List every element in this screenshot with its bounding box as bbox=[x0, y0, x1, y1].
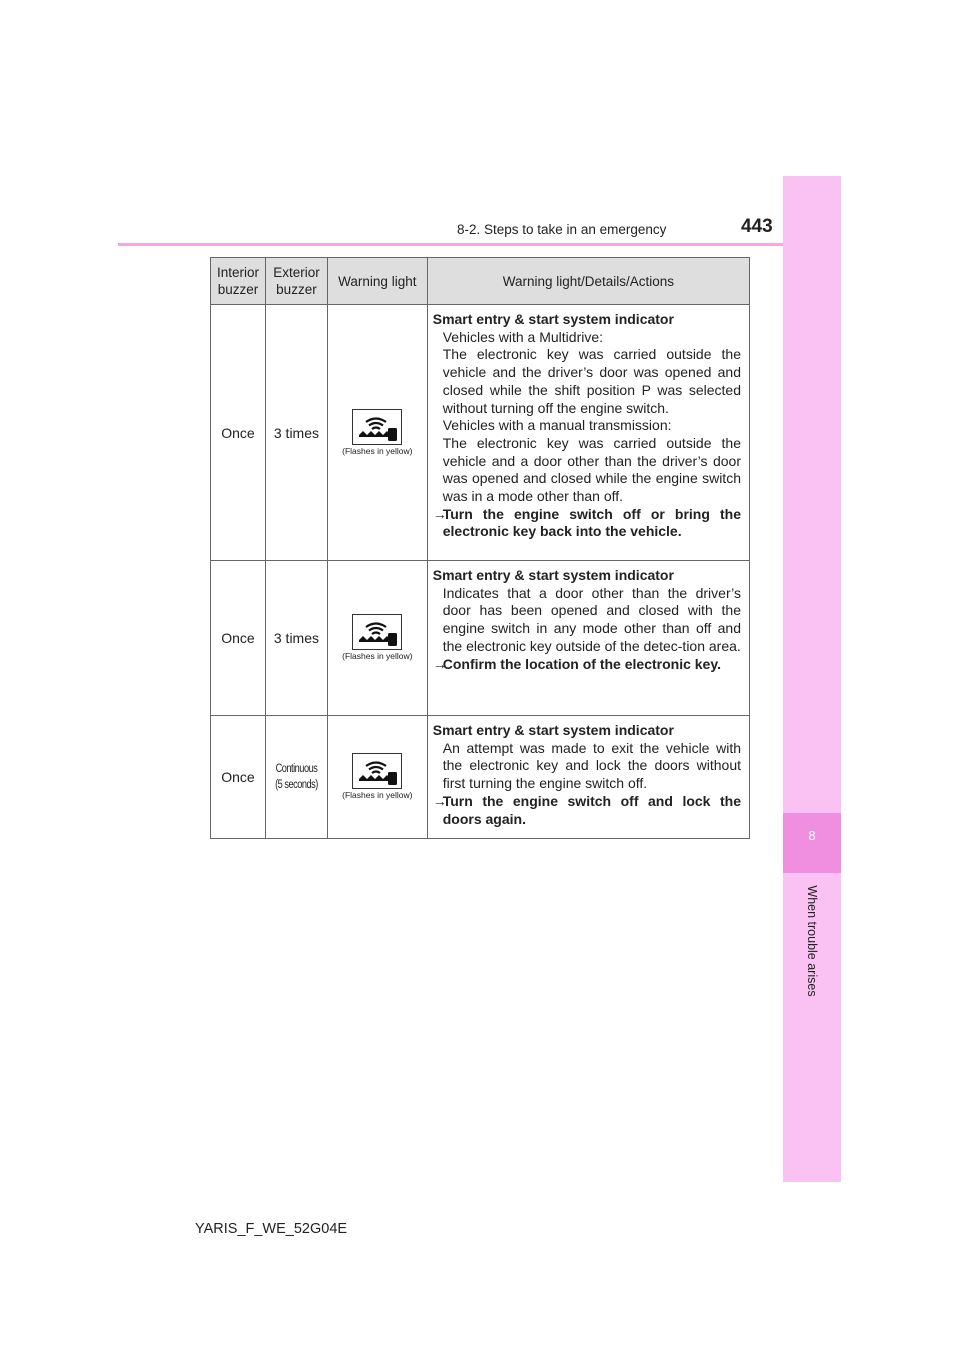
detail-action bbox=[433, 656, 741, 674]
interior-buzzer-cell: Once bbox=[211, 716, 266, 839]
header-rule bbox=[118, 243, 841, 246]
exterior-buzzer-cell: 3 times bbox=[265, 305, 327, 561]
detail-title: Smart entry & start system indicator bbox=[432, 722, 674, 738]
exterior-buzzer-cell: 3 times bbox=[265, 561, 327, 716]
chapter-block bbox=[783, 813, 841, 873]
arrow-icon: → bbox=[432, 655, 447, 672]
arrow-icon: → bbox=[432, 792, 447, 809]
table-row bbox=[211, 561, 750, 716]
chapter-label: When trouble arises bbox=[805, 885, 819, 997]
detail-line: Vehicles with a Multidrive: bbox=[442, 328, 604, 345]
smart-key-indicator-icon bbox=[352, 614, 402, 650]
exterior-buzzer-cell bbox=[265, 716, 327, 839]
detail-line: Vehicles with a manual transmission: bbox=[442, 417, 672, 434]
detail-line: The electronic key was carried outside the vehicle and the driver’s door was opened and closed while the shift position P was selected without turning off the engine switch. bbox=[442, 346, 741, 416]
action-text: Turn the engine switch off or bring the electronic key back into the vehicle. bbox=[442, 505, 741, 540]
table-row bbox=[211, 716, 750, 839]
interior-buzzer-cell: Once bbox=[211, 561, 266, 716]
flash-note: (Flashes in yellow) bbox=[342, 445, 413, 456]
detail-line: The electronic key was carried outside the vehicle and a door other than the driver’s door was opened and closed while the engine switch was in a mode other than off. bbox=[442, 434, 741, 505]
header-warning-light: Warning light bbox=[327, 258, 427, 305]
detail-title: Smart entry & start system indicator bbox=[432, 567, 674, 583]
detail-action bbox=[433, 506, 741, 541]
details-cell bbox=[427, 716, 749, 839]
side-tab bbox=[783, 176, 841, 1182]
header-interior-buzzer: Interior buzzer bbox=[211, 258, 266, 305]
detail-title: Smart entry & start system indicator bbox=[432, 311, 674, 327]
flash-note: (Flashes in yellow) bbox=[342, 651, 413, 661]
interior-buzzer-cell: Once bbox=[211, 305, 266, 561]
flash-note: (Flashes in yellow) bbox=[342, 790, 413, 801]
section-title: 8-2. Steps to take in an emergency bbox=[457, 222, 667, 237]
detail-action bbox=[433, 793, 741, 828]
warning-light-cell bbox=[327, 716, 427, 839]
page-number: 443 bbox=[741, 216, 773, 237]
header-details-actions: Warning light/Details/Actions bbox=[427, 258, 749, 305]
table-row bbox=[211, 305, 750, 561]
action-text: Turn the engine switch off and lock the doors again. bbox=[442, 792, 741, 827]
details-cell bbox=[427, 305, 749, 561]
arrow-icon: → bbox=[432, 505, 447, 522]
footer-code: YARIS_F_WE_52G04E bbox=[195, 1221, 348, 1237]
warning-table bbox=[210, 257, 750, 839]
detail-line: Indicates that a door other than the driver’s door has been opened and closed with the engine switch in any mode other than off and the electronic key outside of the detec-tion area. bbox=[442, 584, 741, 654]
warning-light-cell bbox=[327, 305, 427, 561]
smart-key-indicator-icon bbox=[352, 409, 402, 445]
detail-line: An attempt was made to exit the vehicle with the electronic key and lock the doors without first turning the engine switch off. bbox=[442, 739, 741, 792]
action-text: Confirm the location of the electronic key. bbox=[442, 655, 721, 672]
header-exterior-buzzer: Exterior buzzer bbox=[265, 258, 327, 305]
chapter-number: 8 bbox=[808, 828, 816, 843]
warning-light-cell bbox=[327, 561, 427, 716]
smart-key-indicator-icon bbox=[352, 753, 402, 789]
continuous-label: Continuous (5 seconds) bbox=[275, 763, 318, 792]
table-header-row bbox=[211, 258, 750, 305]
details-cell bbox=[427, 561, 749, 716]
